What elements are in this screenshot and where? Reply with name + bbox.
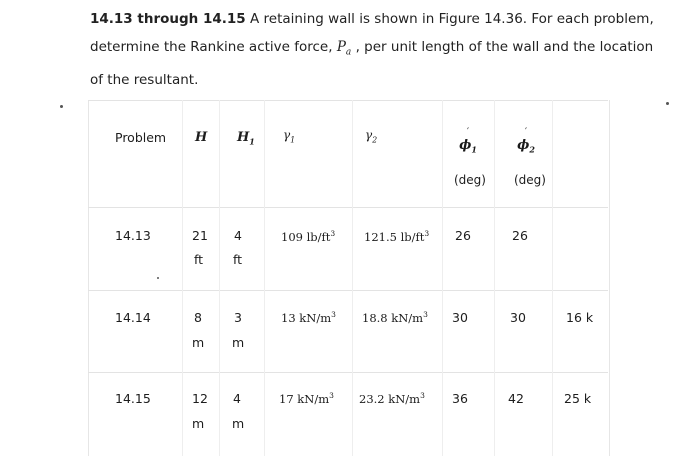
column-divider [494, 100, 495, 456]
column-divider [219, 100, 220, 456]
intro-line-1: 14.13 through 14.15 A retaining wall is shown in Figure 14.36. For each problem, [90, 11, 654, 27]
row-2-phi1: 36 [452, 391, 468, 406]
scan-speck [666, 102, 669, 105]
header-H: H [195, 130, 208, 145]
scan-speck [157, 277, 159, 279]
scan-speck [60, 105, 63, 108]
row-0-H-unit: ft [194, 252, 204, 267]
row-problem-14-15: 14.15 [115, 391, 151, 406]
force-symbol: P [336, 38, 346, 55]
column-divider [352, 100, 353, 456]
row-1-H1-value: 3 [234, 310, 242, 325]
row-divider [88, 290, 608, 291]
row-0-gamma2: 121.5 $lb/ft^3$ [364, 229, 430, 244]
header-H1: $H_1$ [237, 130, 255, 147]
row-2-H-value: 12 [192, 391, 208, 406]
row-0-phi2: 26 [512, 228, 528, 243]
row-0-H1-unit: ft [233, 252, 243, 267]
row-2-q: 25 k [564, 391, 592, 406]
header-problem: Problem [115, 130, 167, 145]
header-phi2-unit: (deg) [514, 173, 546, 187]
problem-statement [90, 6, 670, 94]
row-1-H-unit: m [192, 335, 205, 350]
row-divider [88, 207, 608, 208]
row-divider [88, 372, 608, 373]
row-0-H1-value: 4 [234, 228, 242, 243]
problem-range: 14.13 through 14.15 [90, 11, 246, 27]
row-1-q: 16 k [566, 310, 594, 325]
header-phi1-unit: (deg) [454, 173, 486, 187]
header-gamma2: $\gamma_2$ [365, 128, 378, 145]
row-1-gamma2: 18.8 $kN/m^3$ [362, 310, 428, 325]
row-2-H1-value: 4 [233, 391, 241, 406]
row-2-H1-unit: m [232, 416, 245, 431]
header-gamma1: $\gamma_1$ [283, 128, 296, 145]
row-2-gamma2: 23.2 $kN/m^3$ [359, 391, 425, 406]
row-0-H-value: 21 [192, 228, 208, 243]
row-0-phi1: 26 [455, 228, 471, 243]
row-1-phi2: 30 [510, 310, 526, 325]
row-2-H-unit: m [192, 416, 205, 431]
table-border-top [88, 100, 608, 101]
header-phi1: ′ $\phi_1$ [459, 127, 477, 155]
column-divider [182, 100, 183, 456]
column-divider [442, 100, 443, 456]
row-1-H1-unit: m [232, 335, 245, 350]
row-1-gamma1: 13 $kN/m^3$ [281, 310, 336, 325]
intro-line-3: of the resultant. [90, 71, 199, 88]
row-2-phi2: 42 [508, 391, 524, 406]
row-1-H-value: 8 [194, 310, 202, 325]
row-problem-14-13: 14.13 [115, 228, 151, 243]
row-2-gamma1: 17 $kN/m^3$ [279, 391, 334, 406]
row-1-phi1: 30 [452, 310, 468, 325]
intro-line-2: determine the Rankine active force, $P_a$ , per unit length of the wall and the location [90, 38, 654, 58]
row-problem-14-14: 14.14 [115, 310, 151, 325]
column-divider [552, 100, 553, 456]
header-phi2: ′ $\phi_2$ [517, 127, 535, 155]
row-0-gamma1: 109 $lb/ft^3$ [281, 229, 336, 244]
column-divider [264, 100, 265, 456]
